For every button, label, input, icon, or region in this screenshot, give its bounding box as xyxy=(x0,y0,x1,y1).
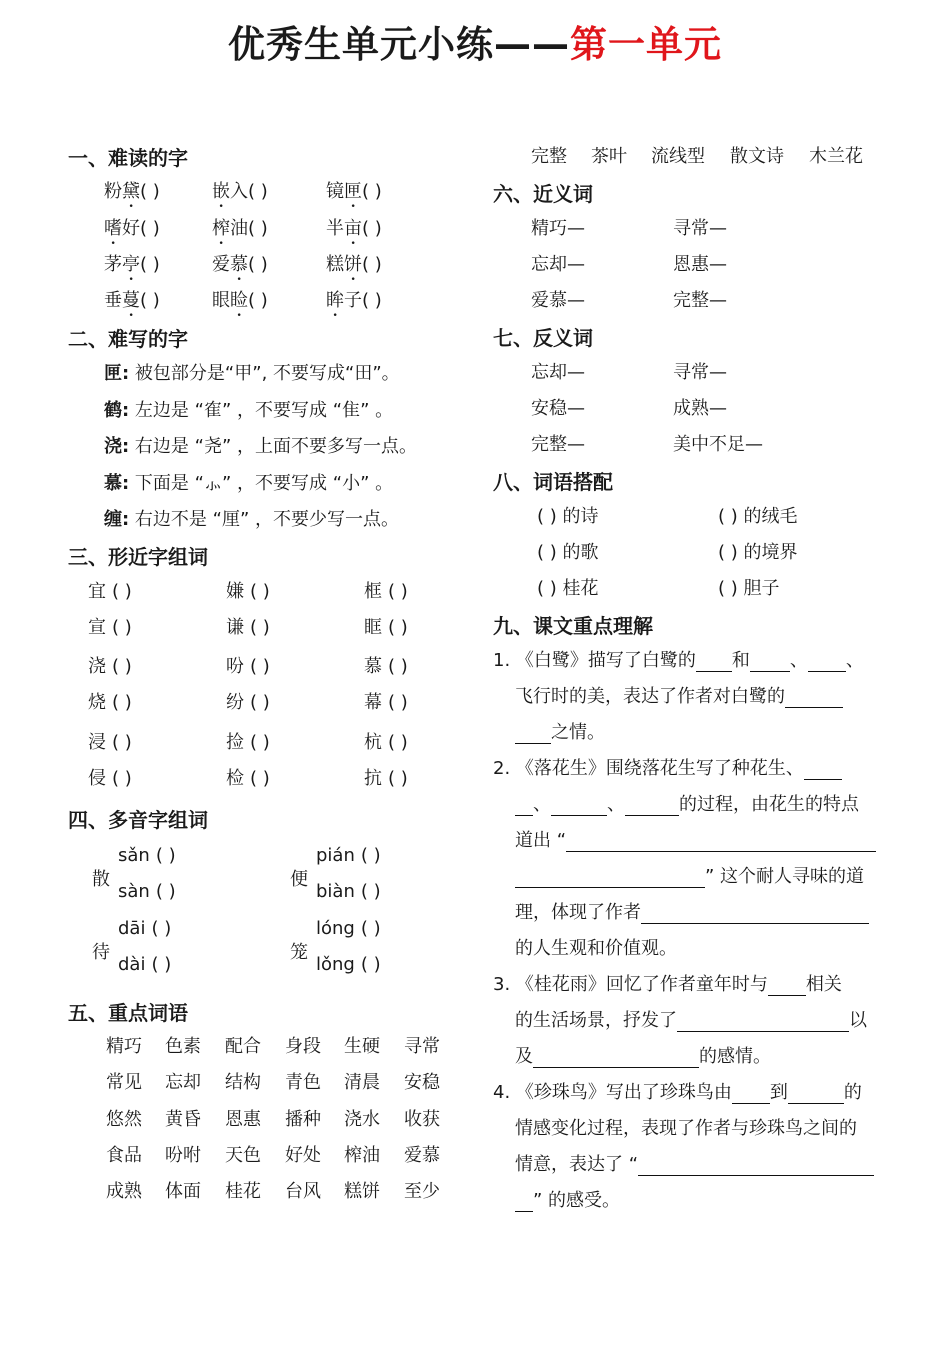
similar-char: 吩 xyxy=(226,656,244,677)
key-word: 常见 xyxy=(106,1072,142,1094)
blank[interactable] xyxy=(638,1157,874,1176)
blank[interactable] xyxy=(515,1193,533,1212)
pinyin-line xyxy=(118,954,171,975)
antonym-item: 寻常— xyxy=(673,362,727,383)
antonym-item: 美中不足— xyxy=(673,434,763,455)
similar-char-item xyxy=(88,613,132,639)
answer-paren: ( ) xyxy=(362,290,382,311)
answer-paren: ( ) xyxy=(388,768,408,789)
writing-note xyxy=(104,396,393,422)
similar-char-item xyxy=(88,728,132,754)
polyphone-char: 便 xyxy=(290,869,308,890)
answer-paren: ( ) xyxy=(250,732,270,753)
dotted-char: 油 xyxy=(230,218,248,239)
answer-paren: ( ) xyxy=(360,881,381,902)
answer-paren: ( ) xyxy=(140,181,160,202)
key-word: 台风 xyxy=(285,1181,321,1203)
hard-char: 爱 xyxy=(212,254,230,275)
hard-char: 嵌 xyxy=(212,181,230,202)
similar-char-item xyxy=(364,577,408,603)
answer-paren: 入( ) xyxy=(230,181,268,202)
hard-read-item xyxy=(104,177,160,212)
answer-paren: ( ) xyxy=(360,918,381,939)
dotted-char: 饼 xyxy=(344,254,362,275)
similar-char-item xyxy=(226,613,270,639)
similar-char-item xyxy=(364,652,408,678)
note-key: 慕: xyxy=(104,472,130,494)
key-word: 身段 xyxy=(285,1036,321,1057)
blank[interactable] xyxy=(515,797,533,816)
blank[interactable] xyxy=(533,1049,699,1068)
dotted-char: 匣 xyxy=(344,181,362,202)
key-word: 精巧 xyxy=(106,1036,142,1057)
hard-read-item xyxy=(212,177,268,212)
q2-line-5: 理，体现了作者 xyxy=(515,898,869,924)
blank[interactable] xyxy=(515,869,705,888)
blank[interactable] xyxy=(750,653,790,672)
answer-paren: ( ) xyxy=(362,254,382,275)
hard-char: 垂 xyxy=(104,290,122,311)
blank[interactable] xyxy=(696,653,732,672)
antonym-item: 安稳— xyxy=(531,398,585,419)
answer-paren: ( ) xyxy=(112,732,132,753)
synonym-item: 精巧— xyxy=(531,218,585,239)
pinyin: biàn xyxy=(316,881,355,902)
pinyin: sǎn xyxy=(118,845,150,866)
writing-note xyxy=(104,505,399,531)
hard-char: 眸 xyxy=(326,290,344,311)
answer-paren: ( ) xyxy=(155,881,176,902)
similar-char: 浇 xyxy=(88,656,106,677)
collocation-item: ( ) 的境界 xyxy=(718,542,798,563)
note-text: 左边是 “隺” ，不要写成 “隹” 。 xyxy=(129,399,394,421)
key-word: 食品 xyxy=(106,1144,142,1166)
hard-read-item xyxy=(212,214,268,249)
pinyin-line xyxy=(118,881,176,902)
answer-paren: ( ) xyxy=(250,656,270,677)
pinyin: lǒng xyxy=(316,954,355,975)
hard-read-item xyxy=(104,286,160,321)
q1-line-3: 之情。 xyxy=(515,718,605,744)
pinyin-line xyxy=(118,918,171,939)
similar-char-item xyxy=(88,688,132,714)
synonym-item: 忘却— xyxy=(531,254,585,275)
q3-line-2: 的生活场景，抒发了 以 xyxy=(515,1010,867,1031)
hard-read-item xyxy=(326,286,382,321)
q1-line-1: 1. 《白鹭》描写了白鹭的 和 、 、 xyxy=(493,650,864,671)
blank[interactable] xyxy=(808,653,846,672)
answer-paren: ( ) xyxy=(388,581,408,602)
answer-paren: ( ) xyxy=(151,918,172,939)
pinyin: dāi xyxy=(118,918,146,939)
section-5-heading: 五、重点词语 xyxy=(68,1001,188,1025)
answer-paren: ( ) xyxy=(360,954,381,975)
pinyin-line xyxy=(118,845,176,866)
key-word: 寻常 xyxy=(404,1036,440,1057)
answer-paren: ( ) xyxy=(388,656,408,677)
title-main: 优秀生单元小练—— xyxy=(228,23,570,66)
note-key: 鹤: xyxy=(104,399,130,421)
similar-char-item xyxy=(364,688,408,714)
antonym-item: 忘却— xyxy=(531,362,585,383)
similar-char-item xyxy=(226,728,270,754)
blank[interactable] xyxy=(785,689,843,708)
collocation-item: ( ) 桂花 xyxy=(537,578,599,599)
pinyin: dài xyxy=(118,954,146,975)
answer-paren: ( ) xyxy=(388,732,408,753)
note-text: 下面是 “⺗” ，不要写成 “小” 。 xyxy=(129,472,394,494)
answer-paren: ( ) xyxy=(360,845,381,866)
key-word: 悠然 xyxy=(106,1108,142,1130)
section-8-heading: 八、词语搭配 xyxy=(493,470,613,494)
hard-read-item xyxy=(212,286,268,321)
similar-char: 检 xyxy=(226,768,244,789)
answer-paren: ( ) xyxy=(388,692,408,713)
similar-char: 杭 xyxy=(364,732,382,753)
pinyin-line xyxy=(316,845,381,866)
hard-char: 茅 xyxy=(104,254,122,275)
synonym-item: 寻常— xyxy=(673,218,727,239)
polyphone-char: 待 xyxy=(92,942,110,963)
key-word: 好处 xyxy=(285,1144,321,1166)
hard-char: 镜 xyxy=(326,181,344,202)
similar-char-item xyxy=(226,764,270,790)
section-9-heading: 九、课文重点理解 xyxy=(493,614,653,638)
similar-char: 嫌 xyxy=(226,581,244,602)
q2-line-1: 2. 《落花生》围绕落花生写了种花生、 xyxy=(493,754,842,780)
blank[interactable] xyxy=(625,797,679,816)
answer-paren: ( ) xyxy=(112,692,132,713)
note-text: 被包部分是“甲”, 不要写成“田”。 xyxy=(129,363,400,384)
similar-char: 侵 xyxy=(88,768,106,789)
answer-paren: ( ) xyxy=(151,954,172,975)
key-word: 桂花 xyxy=(225,1181,261,1203)
answer-paren: ( ) xyxy=(388,617,408,638)
answer-paren: ( ) xyxy=(250,617,270,638)
pinyin: sàn xyxy=(118,881,150,902)
key-word: 清晨 xyxy=(344,1072,380,1094)
hard-read-item xyxy=(104,214,160,249)
key-word: 配合 xyxy=(225,1036,261,1057)
key-word: 结构 xyxy=(225,1072,261,1094)
worksheet-title xyxy=(0,14,950,68)
answer-paren: ( ) xyxy=(155,845,176,866)
q2-line-4: ” 这个耐人寻味的道 xyxy=(515,862,864,888)
hard-char: 糕 xyxy=(326,254,344,275)
similar-char: 慕 xyxy=(364,656,382,677)
key-word: 完整 xyxy=(531,146,567,167)
answer-paren: ( ) xyxy=(112,768,132,789)
key-word: 成熟 xyxy=(106,1181,142,1203)
key-word: 糕饼 xyxy=(344,1181,380,1203)
note-text: 右边不是 “厘” ，不要少写一点。 xyxy=(129,509,400,530)
section-3-heading: 三、形近字组词 xyxy=(68,545,208,569)
dotted-char: 亭 xyxy=(122,254,140,275)
pinyin-line xyxy=(316,954,381,975)
similar-char-item xyxy=(364,613,408,639)
answer-paren: ( ) xyxy=(250,692,270,713)
key-word: 体面 xyxy=(165,1181,201,1203)
hard-read-item xyxy=(104,250,160,285)
similar-char: 抗 xyxy=(364,768,382,789)
writing-note xyxy=(104,432,417,458)
similar-char-item xyxy=(364,728,408,754)
similar-char: 烧 xyxy=(88,692,106,713)
similar-char-item xyxy=(226,577,270,603)
answer-paren: ( ) xyxy=(248,218,268,239)
collocation-item: ( ) 的绒毛 xyxy=(718,506,798,527)
similar-char-item xyxy=(88,764,132,790)
blank[interactable] xyxy=(515,725,551,744)
similar-char-item xyxy=(226,652,270,678)
dotted-char: 睑 xyxy=(230,290,248,311)
hard-read-item xyxy=(212,250,268,285)
writing-note xyxy=(104,359,400,385)
q1-line-2: 飞行时的美，表达了作者对白鹭的 xyxy=(515,682,843,708)
similar-char-item xyxy=(226,688,270,714)
section-6-heading: 六、近义词 xyxy=(493,182,593,206)
similar-char: 纷 xyxy=(226,692,244,713)
note-key: 浇: xyxy=(104,436,130,457)
q4-line-4: ” 的感受。 xyxy=(515,1186,620,1212)
blank[interactable] xyxy=(551,797,607,816)
blank[interactable] xyxy=(677,1013,849,1032)
key-word: 至少 xyxy=(404,1181,440,1203)
writing-note xyxy=(104,469,393,495)
dotted-char: 子 xyxy=(344,290,362,311)
q3-line-3: 及 的感情。 xyxy=(515,1046,771,1067)
similar-char: 框 xyxy=(364,581,382,602)
answer-paren: ( ) xyxy=(140,254,160,275)
key-word: 天色 xyxy=(225,1144,261,1166)
collocation-item: ( ) 的诗 xyxy=(537,506,599,527)
answer-paren: ( ) xyxy=(140,290,160,311)
key-word: 吩咐 xyxy=(165,1144,201,1166)
key-word: 流线型 xyxy=(651,146,705,167)
key-word: 黄昏 xyxy=(165,1108,201,1130)
answer-paren: ( ) xyxy=(362,181,382,202)
note-key: 缠: xyxy=(104,509,130,530)
blank[interactable] xyxy=(768,977,806,996)
hard-char: 半 xyxy=(326,218,344,239)
note-text: 右边是 “尧” ，上面不要多写一点。 xyxy=(129,436,418,457)
hard-char: 榨 xyxy=(212,218,230,239)
dotted-char: 黛 xyxy=(122,181,140,202)
hard-char: 眼 xyxy=(212,290,230,311)
answer-paren: ( ) xyxy=(250,581,270,602)
collocation-item: ( ) 的歌 xyxy=(537,542,599,563)
antonym-item: 成熟— xyxy=(673,398,727,419)
answer-paren: ( ) xyxy=(112,617,132,638)
similar-char: 浸 xyxy=(88,732,106,753)
q2-line-2: 、 、 的过程，由花生的特点 xyxy=(515,790,859,816)
key-word: 爱慕 xyxy=(404,1144,440,1166)
collocation-item: ( ) 胆子 xyxy=(718,578,780,599)
q4-line-2: 情感变化过程，表现了作者与珍珠鸟之间的 xyxy=(515,1118,857,1139)
section-1-heading: 一、难读的字 xyxy=(68,146,188,170)
polyphone-char: 笼 xyxy=(290,942,308,963)
q3-line-1: 3. 《桂花雨》回忆了作者童年时与 相关 xyxy=(493,974,842,995)
q2-line-6: 的人生观和价值观。 xyxy=(515,938,677,959)
similar-char-item xyxy=(88,652,132,678)
pinyin: pián xyxy=(316,845,355,866)
similar-char: 幕 xyxy=(364,692,382,713)
key-word: 木兰花 xyxy=(809,146,863,167)
similar-char: 捡 xyxy=(226,732,244,753)
dotted-char: 亩 xyxy=(344,218,362,239)
pinyin-line xyxy=(316,918,381,939)
key-word: 茶叶 xyxy=(591,146,627,167)
pinyin-line xyxy=(316,881,381,902)
key-word: 播种 xyxy=(285,1108,321,1130)
blank[interactable] xyxy=(804,761,842,780)
hard-read-item xyxy=(326,250,382,285)
q4-line-1: 4. 《珍珠鸟》写出了珍珠鸟由 到 的 xyxy=(493,1082,862,1103)
key-word: 收获 xyxy=(404,1108,440,1130)
blank[interactable] xyxy=(788,1085,844,1104)
answer-paren: ( ) xyxy=(250,768,270,789)
similar-char: 眶 xyxy=(364,617,382,638)
key-word: 浇水 xyxy=(344,1108,380,1130)
dotted-char: 好 xyxy=(122,218,140,239)
synonym-item: 完整— xyxy=(673,290,727,311)
blank[interactable] xyxy=(566,833,876,852)
key-word: 恩惠 xyxy=(225,1108,261,1130)
key-word: 榨油 xyxy=(344,1144,380,1166)
hard-read-item xyxy=(326,177,382,212)
hard-char: 嗜 xyxy=(104,218,122,239)
q4-line-3: 情意，表达了 “ xyxy=(515,1150,874,1176)
hard-char: 粉 xyxy=(104,181,122,202)
key-word: 生硬 xyxy=(344,1036,380,1057)
dotted-char: 蔓 xyxy=(122,290,140,311)
title-unit: 第一单元 xyxy=(570,23,722,66)
blank[interactable] xyxy=(732,1085,770,1104)
key-word: 安稳 xyxy=(404,1072,440,1094)
similar-char: 谦 xyxy=(226,617,244,638)
answer-paren: ( ) xyxy=(112,581,132,602)
pinyin: lóng xyxy=(316,918,355,939)
answer-paren: ( ) xyxy=(248,254,268,275)
similar-char: 宜 xyxy=(88,581,106,602)
section-4-heading: 四、多音字组词 xyxy=(68,808,208,832)
section-7-heading: 七、反义词 xyxy=(493,326,593,350)
synonym-item: 爱慕— xyxy=(531,290,585,311)
q2-line-3: 道出 “ xyxy=(515,826,876,852)
answer-paren: ( ) xyxy=(140,218,160,239)
answer-paren: ( ) xyxy=(362,218,382,239)
note-key: 匣: xyxy=(104,363,130,384)
key-word: 青色 xyxy=(285,1072,321,1094)
similar-char: 宣 xyxy=(88,617,106,638)
similar-char-item xyxy=(364,764,408,790)
answer-paren: ( ) xyxy=(248,290,268,311)
synonym-item: 恩惠— xyxy=(673,254,727,275)
blank[interactable] xyxy=(641,905,869,924)
section-2-heading: 二、难写的字 xyxy=(68,327,188,351)
answer-paren: ( ) xyxy=(112,656,132,677)
dotted-char: 慕 xyxy=(230,254,248,275)
key-word: 色素 xyxy=(165,1036,201,1057)
hard-read-item xyxy=(326,214,382,249)
similar-char-item xyxy=(88,577,132,603)
key-word: 散文诗 xyxy=(730,146,784,167)
polyphone-char: 散 xyxy=(92,869,110,890)
key-word: 忘却 xyxy=(165,1072,201,1094)
antonym-item: 完整— xyxy=(531,434,585,455)
